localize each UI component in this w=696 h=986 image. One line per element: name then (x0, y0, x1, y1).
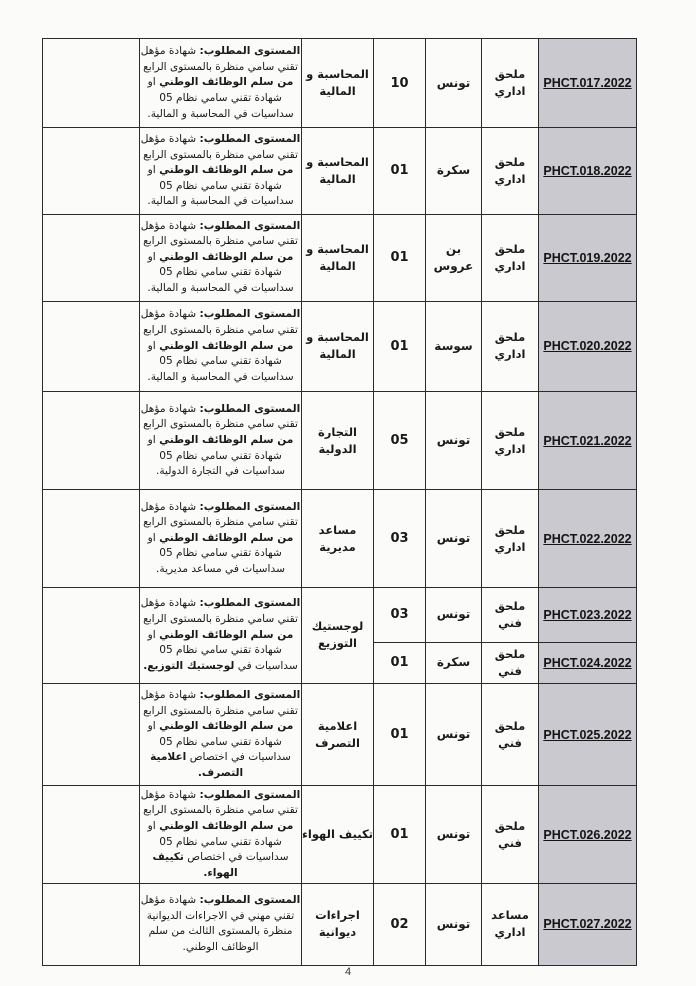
count-cell: 03 (374, 587, 426, 642)
table-row (43, 587, 637, 642)
job-code-cell: PHCT.019.2022 (539, 214, 637, 301)
specialty-cell: المحاسبة و المالية (302, 39, 374, 128)
location-cell: تونس (426, 883, 482, 965)
grade-cell: ملحق اداري (482, 39, 539, 128)
notes-cell (43, 39, 140, 128)
specialty-cell: المحاسبة و المالية (302, 128, 374, 214)
location-cell: تونس (426, 490, 482, 587)
notes-cell (43, 587, 140, 683)
location-cell: تونس (426, 786, 482, 883)
location-cell: سكرة (426, 642, 482, 683)
notes-cell (43, 883, 140, 965)
location-cell: بن عروس (426, 214, 482, 301)
job-code-cell: PHCT.023.2022 (539, 587, 637, 642)
location-cell: تونس (426, 684, 482, 786)
grade-cell: ملحق اداري (482, 214, 539, 301)
location-cell: سوسة (426, 301, 482, 391)
grade-cell: ملحق اداري (482, 490, 539, 587)
location-cell: سكرة (426, 128, 482, 214)
specialty-cell: مساعد مديرية (302, 490, 374, 587)
grade-cell: مساعد اداري (482, 883, 539, 965)
count-cell: 01 (374, 128, 426, 214)
notes-cell (43, 128, 140, 214)
requirements-cell: المستوى المطلوب: شهادة مؤهل تقني سامي منظرة بالمستوى الرابع من سلم الوظائف الوطني او شهادة تقني سامي نظام 05 سداسيات في التجارة الدولية. (140, 392, 302, 490)
table-row (43, 128, 637, 214)
job-offers-table (42, 38, 637, 966)
grade-cell: ملحق فني (482, 587, 539, 642)
job-code-cell: PHCT.018.2022 (539, 128, 637, 214)
grade-cell: ملحق اداري (482, 392, 539, 490)
page-number: 4 (344, 966, 352, 978)
notes-cell (43, 490, 140, 587)
table-row (43, 39, 637, 128)
count-cell: 01 (374, 214, 426, 301)
specialty-cell: لوجستيك التوزيع (302, 587, 374, 683)
grade-cell: ملحق اداري (482, 128, 539, 214)
requirements-cell: المستوى المطلوب: شهادة مؤهل تقني سامي منظرة بالمستوى الرابع من سلم الوظائف الوطني او شهادة تقني سامي نظام 05 سداسيات في المحاسبة و المالية. (140, 301, 302, 391)
job-code-cell: PHCT.025.2022 (539, 684, 637, 786)
count-cell: 10 (374, 39, 426, 128)
count-cell: 01 (374, 684, 426, 786)
location-cell: تونس (426, 587, 482, 642)
specialty-cell: التجارة الدولية (302, 392, 374, 490)
specialty-cell: المحاسبة و المالية (302, 301, 374, 391)
requirements-cell: المستوى المطلوب: شهادة مؤهل تقني سامي منظرة بالمستوى الرابع من سلم الوظائف الوطني او شهادة تقني سامي نظام 05 سداسيات في المحاسبة و المالية. (140, 214, 302, 301)
table-row (43, 214, 637, 301)
requirements-cell: المستوى المطلوب: شهادة مؤهل تقني سامي منظرة بالمستوى الرابع من سلم الوظائف الوطني او شهادة تقني سامي نظام 05 سداسيات في اختصاص تكييف الهواء. (140, 786, 302, 883)
grade-cell: ملحق فني (482, 684, 539, 786)
count-cell: 03 (374, 490, 426, 587)
count-cell: 05 (374, 392, 426, 490)
job-code-cell: PHCT.022.2022 (539, 490, 637, 587)
count-cell: 02 (374, 883, 426, 965)
table-row (43, 684, 637, 786)
specialty-cell: اعلامية التصرف (302, 684, 374, 786)
requirements-cell: المستوى المطلوب: شهادة مؤهل تقني سامي منظرة بالمستوى الرابع من سلم الوظائف الوطني او شهادة تقني سامي نظام 05 سداسيات في المحاسبة و المالية. (140, 128, 302, 214)
count-cell: 01 (374, 301, 426, 391)
job-code-cell: PHCT.024.2022 (539, 642, 637, 683)
requirements-cell: المستوى المطلوب: شهادة مؤهل تقني سامي منظرة بالمستوى الرابع من سلم الوظائف الوطني او شهادة تقني سامي نظام 05 سداسيات في اختصاص اعلامية التصرف. (140, 684, 302, 786)
requirements-cell: المستوى المطلوب: شهادة مؤهل تقني سامي منظرة بالمستوى الرابع من سلم الوظائف الوطني او شهادة تقني سامي نظام 05 سداسيات في لوجستيك التوزيع. (140, 587, 302, 683)
grade-cell: ملحق فني (482, 642, 539, 683)
job-code-cell: PHCT.017.2022 (539, 39, 637, 128)
requirements-cell: المستوى المطلوب: شهادة مؤهل تقني سامي منظرة بالمستوى الرابع من سلم الوظائف الوطني او شهادة تقني سامي نظام 05 سداسيات في المحاسبة و المالية. (140, 39, 302, 128)
table-row (43, 883, 637, 965)
grade-cell: ملحق فني (482, 786, 539, 883)
specialty-cell: تكييف الهواء (302, 786, 374, 883)
specialty-cell: اجراءات ديوانية (302, 883, 374, 965)
table-row (43, 490, 637, 587)
specialty-cell: المحاسبة و المالية (302, 214, 374, 301)
notes-cell (43, 301, 140, 391)
job-code-cell: PHCT.026.2022 (539, 786, 637, 883)
requirements-cell: المستوى المطلوب: شهادة مؤهل تقني مهني في الاجراءات الديوانية منظرة بالمستوى الثالث من سلم الوظائف الوطني. (140, 883, 302, 965)
notes-cell (43, 684, 140, 786)
table-row (43, 786, 637, 883)
job-code-cell: PHCT.021.2022 (539, 392, 637, 490)
table-row (43, 392, 637, 490)
notes-cell (43, 214, 140, 301)
count-cell: 01 (374, 786, 426, 883)
requirements-cell: المستوى المطلوب: شهادة مؤهل تقني سامي منظرة بالمستوى الرابع من سلم الوظائف الوطني او شهادة تقني سامي نظام 05 سداسيات في مساعد مديرية. (140, 490, 302, 587)
count-cell: 01 (374, 642, 426, 683)
table-row (43, 301, 637, 391)
location-cell: تونس (426, 39, 482, 128)
job-code-cell: PHCT.027.2022 (539, 883, 637, 965)
notes-cell (43, 392, 140, 490)
job-code-cell: PHCT.020.2022 (539, 301, 637, 391)
grade-cell: ملحق اداري (482, 301, 539, 391)
location-cell: تونس (426, 392, 482, 490)
notes-cell (43, 786, 140, 883)
